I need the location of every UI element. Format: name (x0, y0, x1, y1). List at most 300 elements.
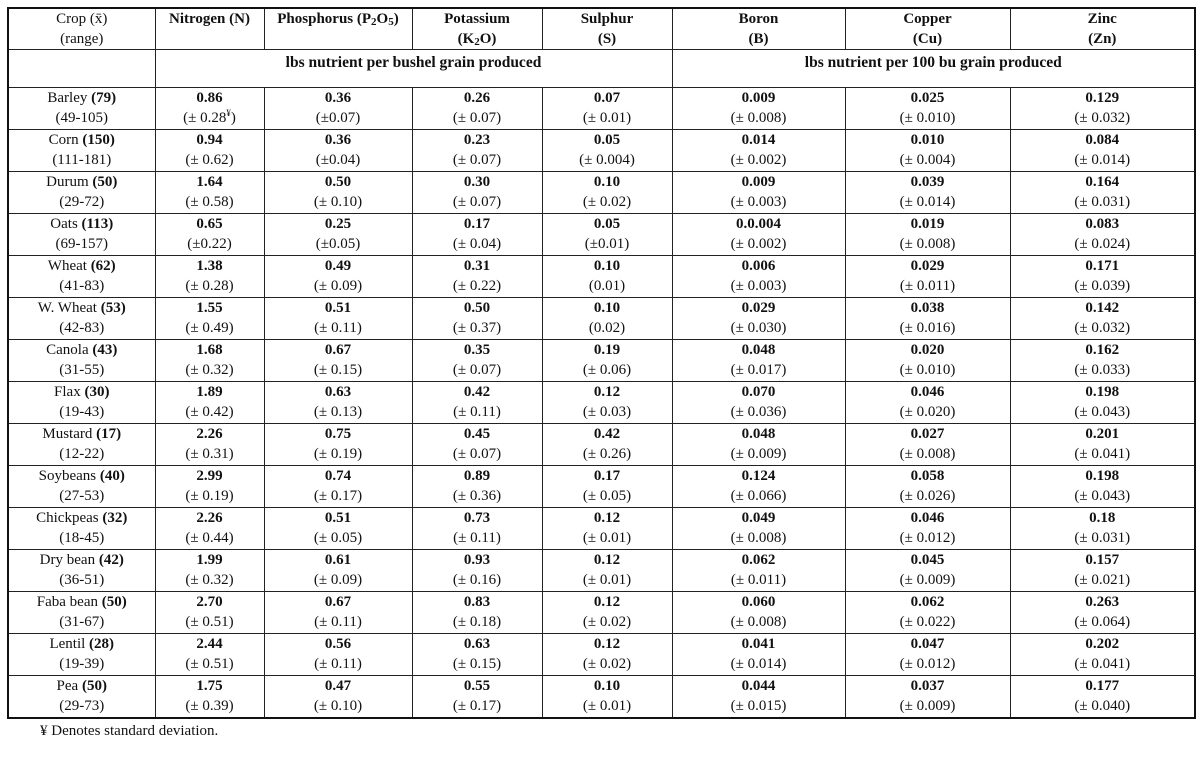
sd-text: (± 0.017) (730, 362, 787, 378)
sd-text: (± 0.22) (452, 278, 502, 294)
boron-sd (673, 402, 845, 422)
sd-text: (± 0.024) (1074, 236, 1131, 252)
crop-range: (49-105) (55, 110, 108, 126)
sulphur-value: 0.05 (593, 132, 621, 148)
zinc-value: 0.164 (1085, 174, 1120, 190)
sd-text: (±0.07) (315, 110, 361, 126)
copper-value: 0.062 (910, 594, 945, 610)
crop-range: (31-55) (59, 362, 105, 378)
sd-text: (±0.04) (315, 152, 361, 168)
crop-sample-count: (53) (100, 300, 126, 316)
crop-cell (8, 550, 155, 592)
nitrogen-cell (155, 172, 264, 214)
zinc-cell (1010, 550, 1195, 592)
nitrogen-cell (155, 592, 264, 634)
nitrogen-cell (155, 256, 264, 298)
sd-text: (± 0.28 (183, 110, 227, 126)
potassium-sd (413, 402, 542, 422)
copper-sd (846, 318, 1010, 338)
sd-text: (± 0.05) (582, 488, 632, 504)
sulphur-cell (542, 130, 672, 172)
potassium-sd (413, 276, 542, 296)
sd-text: (± 0.064) (1074, 614, 1131, 630)
sd-text: (± 0.003) (730, 194, 787, 210)
sd-text: (± 0.09) (313, 572, 363, 588)
sd-text: (± 0.16) (452, 572, 502, 588)
nitrogen-cell (155, 130, 264, 172)
boron-sd (673, 528, 845, 548)
header-potassium (412, 8, 542, 50)
sd-text: (± 0.15) (452, 656, 502, 672)
boron-value: 0.048 (741, 342, 776, 358)
sd-text: (± 0.012) (899, 656, 956, 672)
potassium-sd (413, 150, 542, 170)
potassium-sd (413, 444, 542, 464)
header-nitrogen (155, 8, 264, 50)
boron-value: 0.048 (741, 426, 776, 442)
crop-range: (19-43) (59, 404, 105, 420)
sulphur-cell (542, 424, 672, 466)
nitrogen-value: 2.26 (196, 426, 223, 442)
sulphur-sd (543, 234, 672, 254)
zinc-value: 0.171 (1085, 258, 1120, 274)
sd-text: (± 0.033) (1074, 362, 1131, 378)
nitrogen-sd (156, 108, 264, 128)
crop-cell (8, 298, 155, 340)
sd-text: (± 0.012) (899, 530, 956, 546)
boron-value: 0.0.004 (736, 216, 781, 232)
sulphur-value: 0.10 (593, 174, 621, 190)
phosphorus-sd (265, 654, 412, 674)
crop-sample-count: (43) (92, 342, 118, 358)
crop-range: (69-157) (55, 236, 108, 252)
sulphur-value: 0.10 (593, 300, 621, 316)
sd-text: (0.01) (588, 278, 626, 294)
phosphorus-cell (264, 424, 412, 466)
sd-text: (± 0.15) (313, 362, 363, 378)
copper-cell (845, 340, 1010, 382)
copper-sd (846, 402, 1010, 422)
nitrogen-cell (155, 298, 264, 340)
nitrogen-cell (155, 382, 264, 424)
crop-label (9, 382, 155, 402)
nitrogen-sd (156, 234, 264, 254)
header-crop-line1: Crop (x̄) (56, 11, 108, 27)
sd-text: (± 0.002) (730, 152, 787, 168)
header-phosphorus-text: Phosphorus (P (277, 11, 372, 27)
crop-cell (8, 214, 155, 256)
sulphur-cell (542, 466, 672, 508)
header-row (8, 8, 1195, 50)
nitrogen-cell (155, 550, 264, 592)
sd-text: (± 0.009) (899, 698, 956, 714)
sd-text: (± 0.026) (899, 488, 956, 504)
crop-sample-count: (62) (90, 258, 116, 274)
sulphur-cell (542, 298, 672, 340)
boron-cell (672, 214, 845, 256)
sd-text: (± 0.19) (313, 446, 363, 462)
sd-text: (± 0.11) (314, 656, 362, 672)
crop-range: (36-51) (59, 572, 105, 588)
potassium-sd (413, 486, 542, 506)
zinc-sd (1011, 444, 1195, 464)
sulphur-sd (543, 570, 672, 590)
table-row (8, 508, 1195, 550)
sd-text: (± 0.01) (582, 530, 632, 546)
crop-name: Wheat (47, 258, 87, 274)
crop-sample-count: (28) (89, 636, 115, 652)
phosphorus-sd (265, 612, 412, 632)
crop-cell (8, 172, 155, 214)
zinc-value: 0.18 (1089, 510, 1116, 526)
phosphorus-value: 0.63 (324, 384, 352, 400)
zinc-sd (1011, 696, 1195, 716)
phosphorus-cell (264, 172, 412, 214)
phosphorus-sd (265, 276, 412, 296)
sd-text: (± 0.032) (1074, 110, 1131, 126)
zinc-cell (1010, 382, 1195, 424)
zinc-sd (1011, 318, 1195, 338)
zinc-cell (1010, 298, 1195, 340)
nitrogen-value: 0.86 (196, 90, 223, 106)
crop-label (9, 508, 155, 528)
header-phosphorus-label (265, 9, 412, 29)
potassium-value: 0.35 (463, 342, 491, 358)
phosphorus-sd (265, 486, 412, 506)
nitrogen-value: 1.68 (196, 342, 223, 358)
sd-text: (± 0.066) (730, 488, 787, 504)
header-sulphur-line1: Sulphur (580, 11, 634, 27)
sd-text: (± 0.022) (899, 614, 956, 630)
sulphur-cell (542, 634, 672, 676)
zinc-value: 0.162 (1085, 342, 1120, 358)
sd-text: (± 0.032) (1074, 320, 1131, 336)
potassium-sd (413, 654, 542, 674)
sulphur-value: 0.12 (593, 384, 621, 400)
copper-value: 0.020 (910, 342, 945, 358)
boron-cell (672, 592, 845, 634)
copper-sd (846, 234, 1010, 254)
copper-value: 0.010 (910, 132, 945, 148)
crop-name: Mustard (42, 426, 93, 442)
sulphur-sd (543, 612, 672, 632)
crop-sample-count: (113) (81, 216, 114, 232)
sd-text: (± 0.62) (185, 152, 234, 168)
crop-sample-count: (150) (82, 132, 115, 148)
copper-cell (845, 592, 1010, 634)
sd-text: (± 0.041) (1074, 446, 1131, 462)
crop-sample-count: (42) (98, 552, 124, 568)
sd-text: (± 0.008) (899, 446, 956, 462)
sd-text: (± 0.004) (579, 152, 635, 168)
crop-name: Pea (56, 678, 79, 694)
phosphorus-value: 0.51 (324, 510, 352, 526)
phosphorus-value: 0.75 (324, 426, 352, 442)
sd-text: (± 0.05) (313, 530, 363, 546)
phosphorus-sd (265, 528, 412, 548)
crop-label (9, 298, 155, 318)
sd-text: (± 0.01) (582, 110, 632, 126)
crop-cell (8, 130, 155, 172)
nitrogen-sd (156, 486, 264, 506)
sd-text: (± 0.32) (185, 572, 234, 588)
nitrogen-cell (155, 340, 264, 382)
table-row (8, 466, 1195, 508)
header-potassium-post: O) (479, 31, 497, 47)
zinc-sd (1011, 486, 1195, 506)
sd-text: (± 0.07) (452, 362, 502, 378)
sd-text: (± 0.19) (185, 488, 234, 504)
table-row (8, 172, 1195, 214)
sd-text: (± 0.031) (1074, 530, 1131, 546)
copper-sd (846, 108, 1010, 128)
table-row (8, 676, 1195, 719)
table-row (8, 550, 1195, 592)
sd-text: (± 0.030) (730, 320, 787, 336)
zinc-value: 0.198 (1085, 468, 1120, 484)
sd-text: (± 0.020) (899, 404, 956, 420)
potassium-sd (413, 234, 542, 254)
sd-text: (± 0.014) (730, 656, 787, 672)
copper-sd (846, 360, 1010, 380)
boron-sd (673, 486, 845, 506)
potassium-value: 0.55 (463, 678, 491, 694)
sulphur-cell (542, 508, 672, 550)
potassium-cell (412, 256, 542, 298)
potassium-cell (412, 634, 542, 676)
sulphur-sd (543, 444, 672, 464)
zinc-cell (1010, 634, 1195, 676)
boron-sd (673, 654, 845, 674)
sd-text: (± 0.02) (582, 614, 632, 630)
sulphur-value: 0.12 (593, 594, 621, 610)
sd-text: (± 0.58) (185, 194, 234, 210)
crop-name: Chickpeas (36, 510, 99, 526)
crop-cell (8, 634, 155, 676)
copper-value: 0.039 (910, 174, 945, 190)
sd-text: (±0.22) (187, 236, 232, 252)
crop-cell (8, 466, 155, 508)
boron-value: 0.009 (741, 174, 776, 190)
zinc-cell (1010, 214, 1195, 256)
sd-text: (± 0.031) (1074, 194, 1131, 210)
boron-sd (673, 444, 845, 464)
boron-cell (672, 634, 845, 676)
phosphorus-sd (265, 444, 412, 464)
copper-value: 0.038 (910, 300, 945, 316)
table-row (8, 382, 1195, 424)
phosphorus-cell (264, 592, 412, 634)
nitrogen-cell (155, 88, 264, 130)
copper-sd (846, 444, 1010, 464)
nitrogen-sd (156, 570, 264, 590)
header-nitrogen-label: Nitrogen (N) (169, 11, 250, 27)
boron-cell (672, 172, 845, 214)
boron-cell (672, 256, 845, 298)
sd-text: (± 0.014) (899, 194, 956, 210)
copper-value: 0.045 (910, 552, 945, 568)
boron-cell (672, 340, 845, 382)
sulphur-cell (542, 88, 672, 130)
sd-text: (± 0.009) (730, 446, 787, 462)
header-copper (845, 8, 1010, 50)
sulphur-value: 0.05 (593, 216, 621, 232)
zinc-sd (1011, 360, 1195, 380)
zinc-cell (1010, 256, 1195, 298)
sulphur-sd (543, 108, 672, 128)
crop-range: (41-83) (59, 278, 105, 294)
potassium-cell (412, 592, 542, 634)
copper-cell (845, 214, 1010, 256)
header-boron-line2: (B) (748, 31, 769, 47)
sd-text: (± 0.44) (185, 530, 234, 546)
boron-sd (673, 192, 845, 212)
crop-label (9, 256, 155, 276)
zinc-sd (1011, 234, 1195, 254)
phosphorus-cell (264, 214, 412, 256)
header-zinc-line1: Zinc (1087, 11, 1117, 27)
sd-text: (± 0.32) (185, 362, 234, 378)
potassium-cell (412, 340, 542, 382)
potassium-cell (412, 550, 542, 592)
crop-sample-count: (30) (84, 384, 110, 400)
sd-text: (± 0.02) (582, 656, 632, 672)
sd-text: (± 0.03) (582, 404, 632, 420)
nitrogen-value: 2.44 (196, 636, 223, 652)
table-body (8, 88, 1195, 719)
sd-text: (± 0.07) (452, 152, 502, 168)
crop-range: (18-45) (59, 530, 105, 546)
potassium-cell (412, 172, 542, 214)
sulphur-value: 0.10 (593, 678, 621, 694)
sulphur-cell (542, 550, 672, 592)
boron-sd (673, 318, 845, 338)
sd-text: (± 0.003) (730, 278, 787, 294)
potassium-cell (412, 214, 542, 256)
zinc-sd (1011, 654, 1195, 674)
boron-value: 0.029 (741, 300, 776, 316)
zinc-cell (1010, 508, 1195, 550)
potassium-cell (412, 676, 542, 719)
sulphur-cell (542, 340, 672, 382)
phosphorus-value: 0.49 (324, 258, 352, 274)
table-row (8, 88, 1195, 130)
phosphorus-value: 0.36 (324, 132, 352, 148)
nitrogen-sd (156, 528, 264, 548)
crop-label (9, 550, 155, 570)
header-phosphorus-sub2: 5 (388, 16, 394, 28)
boron-value: 0.062 (741, 552, 776, 568)
potassium-cell (412, 424, 542, 466)
potassium-sd (413, 570, 542, 590)
sd-text: (± 0.021) (1074, 572, 1131, 588)
footnote: ¥ Denotes standard deviation. (40, 723, 219, 739)
copper-sd (846, 570, 1010, 590)
potassium-cell (412, 88, 542, 130)
copper-value: 0.025 (910, 90, 945, 106)
sd-text: (± 0.36) (452, 488, 502, 504)
copper-cell (845, 298, 1010, 340)
boron-cell (672, 382, 845, 424)
header-crop (8, 8, 155, 50)
boron-cell (672, 508, 845, 550)
phosphorus-cell (264, 634, 412, 676)
crop-label (9, 214, 155, 234)
nitrogen-value: 1.55 (196, 300, 223, 316)
sd-text: (± 0.008) (730, 530, 787, 546)
crop-sample-count: (50) (101, 594, 127, 610)
crop-range: (29-73) (59, 698, 105, 714)
crop-name: Barley (47, 90, 88, 106)
sd-text: (± 0.13) (313, 404, 363, 420)
header-potassium-pre: (K (457, 31, 475, 47)
sd-text: (± 0.37) (452, 320, 502, 336)
zinc-value: 0.263 (1085, 594, 1120, 610)
copper-cell (845, 550, 1010, 592)
zinc-value: 0.084 (1085, 132, 1120, 148)
sd-footnote-mark: ¥ (226, 108, 231, 118)
sulphur-sd (543, 150, 672, 170)
crop-name: Lentil (49, 636, 86, 652)
nitrogen-value: 2.70 (196, 594, 223, 610)
zinc-sd (1011, 276, 1195, 296)
potassium-value: 0.30 (463, 174, 491, 190)
nitrogen-sd (156, 276, 264, 296)
zinc-cell (1010, 340, 1195, 382)
crop-range: (31-67) (59, 614, 105, 630)
sd-text: (± 0.036) (730, 404, 787, 420)
nitrogen-value: 1.64 (196, 174, 223, 190)
nitrogen-sd (156, 654, 264, 674)
sulphur-sd (543, 402, 672, 422)
crop-label (9, 424, 155, 444)
sulphur-cell (542, 382, 672, 424)
phosphorus-sd (265, 696, 412, 716)
zinc-value: 0.202 (1085, 636, 1120, 652)
sd-text: (± 0.015) (730, 698, 787, 714)
copper-sd (846, 486, 1010, 506)
crop-cell (8, 508, 155, 550)
header-phosphorus (264, 8, 412, 50)
header-copper-line1: Copper (903, 11, 952, 27)
zinc-value: 0.198 (1085, 384, 1120, 400)
nitrogen-sd (156, 696, 264, 716)
zinc-cell (1010, 130, 1195, 172)
crop-name: Soybeans (38, 468, 97, 484)
nitrogen-value: 2.26 (196, 510, 223, 526)
sulphur-sd (543, 192, 672, 212)
sd-text: (± 0.009) (899, 572, 956, 588)
table-row (8, 298, 1195, 340)
boron-sd (673, 360, 845, 380)
table-row (8, 130, 1195, 172)
copper-sd (846, 612, 1010, 632)
sd-close: ) (230, 110, 236, 126)
crop-cell (8, 592, 155, 634)
phosphorus-value: 0.36 (324, 90, 352, 106)
table-row (8, 256, 1195, 298)
boron-cell (672, 550, 845, 592)
potassium-sd (413, 612, 542, 632)
boron-cell (672, 298, 845, 340)
potassium-cell (412, 298, 542, 340)
crop-cell (8, 340, 155, 382)
zinc-sd (1011, 150, 1195, 170)
copper-value: 0.046 (910, 510, 945, 526)
sd-text: (± 0.039) (1074, 278, 1131, 294)
nitrogen-cell (155, 634, 264, 676)
crop-name: W. Wheat (37, 300, 97, 316)
